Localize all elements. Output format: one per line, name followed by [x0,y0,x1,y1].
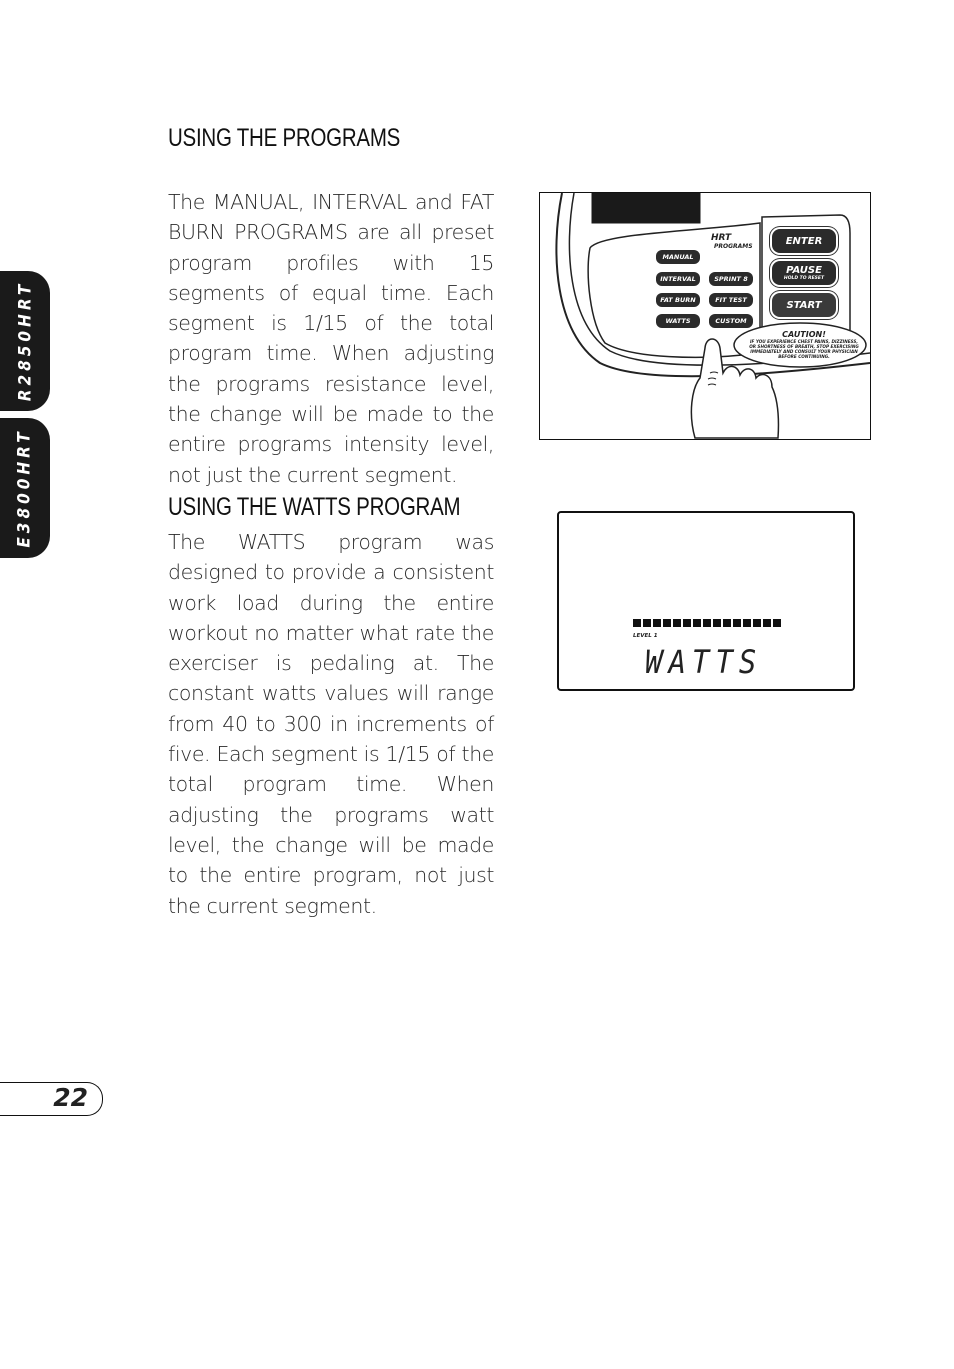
side-tab-label: E3800HRT [15,428,35,548]
custom-button[interactable]: CUSTOM [709,314,753,328]
section-body-programs: The MANUAL, INTERVAL and FAT BURN PROGRAMS are all preset program profiles with 15 segments of equal time. Each segment is 1/15 of the total program time. When adjusting the programs resistance level, the change will be made to the entire programs intensity level, not just the current segment. [168,190,494,487]
enter-button[interactable] [772,229,836,253]
lcd-segment-bar [723,619,731,627]
lcd-segment-bar [733,619,741,627]
fat-burn-button[interactable]: FAT BURN [656,293,700,307]
lcd-segment-bar [663,619,671,627]
pause-label: PAUSE [786,265,822,276]
section-body-watts: The WATTS program was designed to provide a consistent work load during the entire workout no matter what rate the exerciser is pedaling at. The constant watts values will range from 40 to 300 in increments of five. Each segment is 1/15 of the total program time. When adjusting the programs watt level, the change will be made to the entire program, not just the current segment. [168,530,494,918]
lcd-segment-bar [763,619,771,627]
lcd-segment-bar [683,619,691,627]
lcd-segment-bar [773,619,781,627]
lcd-segment-bar [673,619,681,627]
caution-title: CAUTION! [782,330,826,339]
lcd-segment-bar [753,619,761,627]
page-number: 22 [53,1083,88,1112]
lcd-segment-bar [653,619,661,627]
section-heading-programs: USING THE PROGRAMS [168,124,401,152]
programs-label: PROGRAMS [714,243,753,250]
caution-text: IF YOU EXPERIENCE CHEST PAINS, DIZZINESS, OR SHORTNESS OF BREATH, STOP EXERCISING IMMEDIATELY AND CONSULT YOUR PHYSICIAN BEFORE CONTINUING. [749,339,859,359]
start-label: START [786,299,822,311]
manual-button[interactable]: MANUAL [656,250,700,264]
interval-button[interactable]: INTERVAL [656,272,700,286]
lcd-level-label: LEVEL 1 [633,633,658,639]
side-tab-e3800hrt [0,418,50,558]
fit-test-button[interactable]: FIT TEST [709,293,753,307]
lcd-segment-bar [703,619,711,627]
console-illustration [539,192,871,440]
lcd-segment-bar [713,619,721,627]
pause-button[interactable] [772,261,836,285]
hrt-label: HRT [711,233,732,243]
side-tab-r2850hrt [0,271,50,411]
caution-sticker [738,330,870,359]
lcd-segment-bar [633,619,641,627]
lcd-program-text: WATTS [645,643,763,681]
lcd-segment-bar [643,619,651,627]
watts-button[interactable]: WATTS [656,314,700,328]
enter-label: ENTER [785,235,823,247]
lcd-segment-bars [633,619,781,627]
lcd-display [557,511,855,691]
sprint-8-button[interactable]: SPRINT 8 [709,272,753,286]
lcd-segment-bar [693,619,701,627]
pause-sub-label: HOLD TO RESET [783,276,825,281]
side-tab-label: R2850HRT [15,280,36,402]
section-heading-watts: USING THE WATTS PROGRAM [168,493,461,521]
start-button[interactable] [772,293,836,317]
page-number-tab [0,1082,103,1116]
lcd-segment-bar [743,619,751,627]
